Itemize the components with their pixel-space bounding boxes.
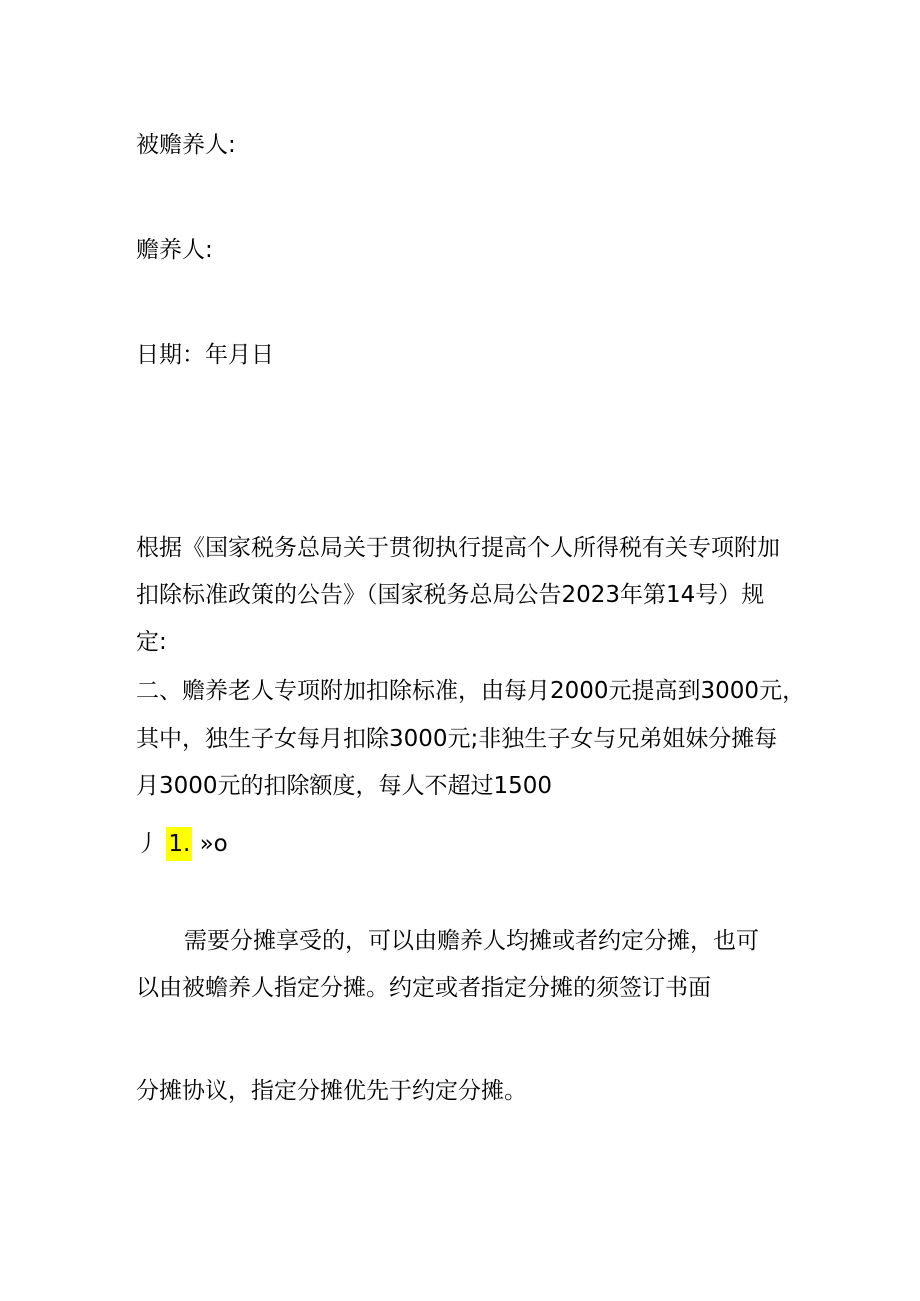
- ocr-artifact-line: [136, 829, 228, 859]
- artifact-suffix: »o: [199, 831, 228, 857]
- signature-recipient: 被赡养人:: [136, 132, 236, 158]
- paragraph-3-line-2: 以由被蟾养人指定分摊。约定或者指定分摊的须签订书面: [136, 975, 711, 1001]
- paragraph-2-line-1: 二、赡养老人专项附加扣除标准，由每月2000元提高到3000元，: [136, 678, 806, 704]
- paragraph-1-line-3: 定:: [136, 629, 167, 655]
- signature-supporter: 赡养人:: [136, 237, 213, 263]
- paragraph-1-line-1: 根据《国家税务总局关于贯彻执行提高个人所得税有关专项附加: [136, 535, 780, 561]
- paragraph-1-line-2: 扣除标准政策的公告》（国家税务总局公告2023年第14号）规: [136, 582, 765, 608]
- paragraph-3-line-3: 分摊协议，指定分摊优先于约定分摊。: [136, 1078, 527, 1104]
- artifact-prefix: 丿: [136, 831, 159, 857]
- signature-date: 日期：年月日: [136, 342, 274, 368]
- paragraph-2-line-3: 月3000元的扣除额度，每人不超过1500: [136, 773, 553, 799]
- paragraph-3-line-1: 需要分摊享受的，可以由赡养人均摊或者约定分摊，也可: [184, 928, 759, 954]
- highlighted-text: 1.: [166, 827, 192, 861]
- paragraph-2-line-2: 其中，独生子女每月扣除3000元;非独生子女与兄弟姐妹分摊每: [136, 726, 778, 752]
